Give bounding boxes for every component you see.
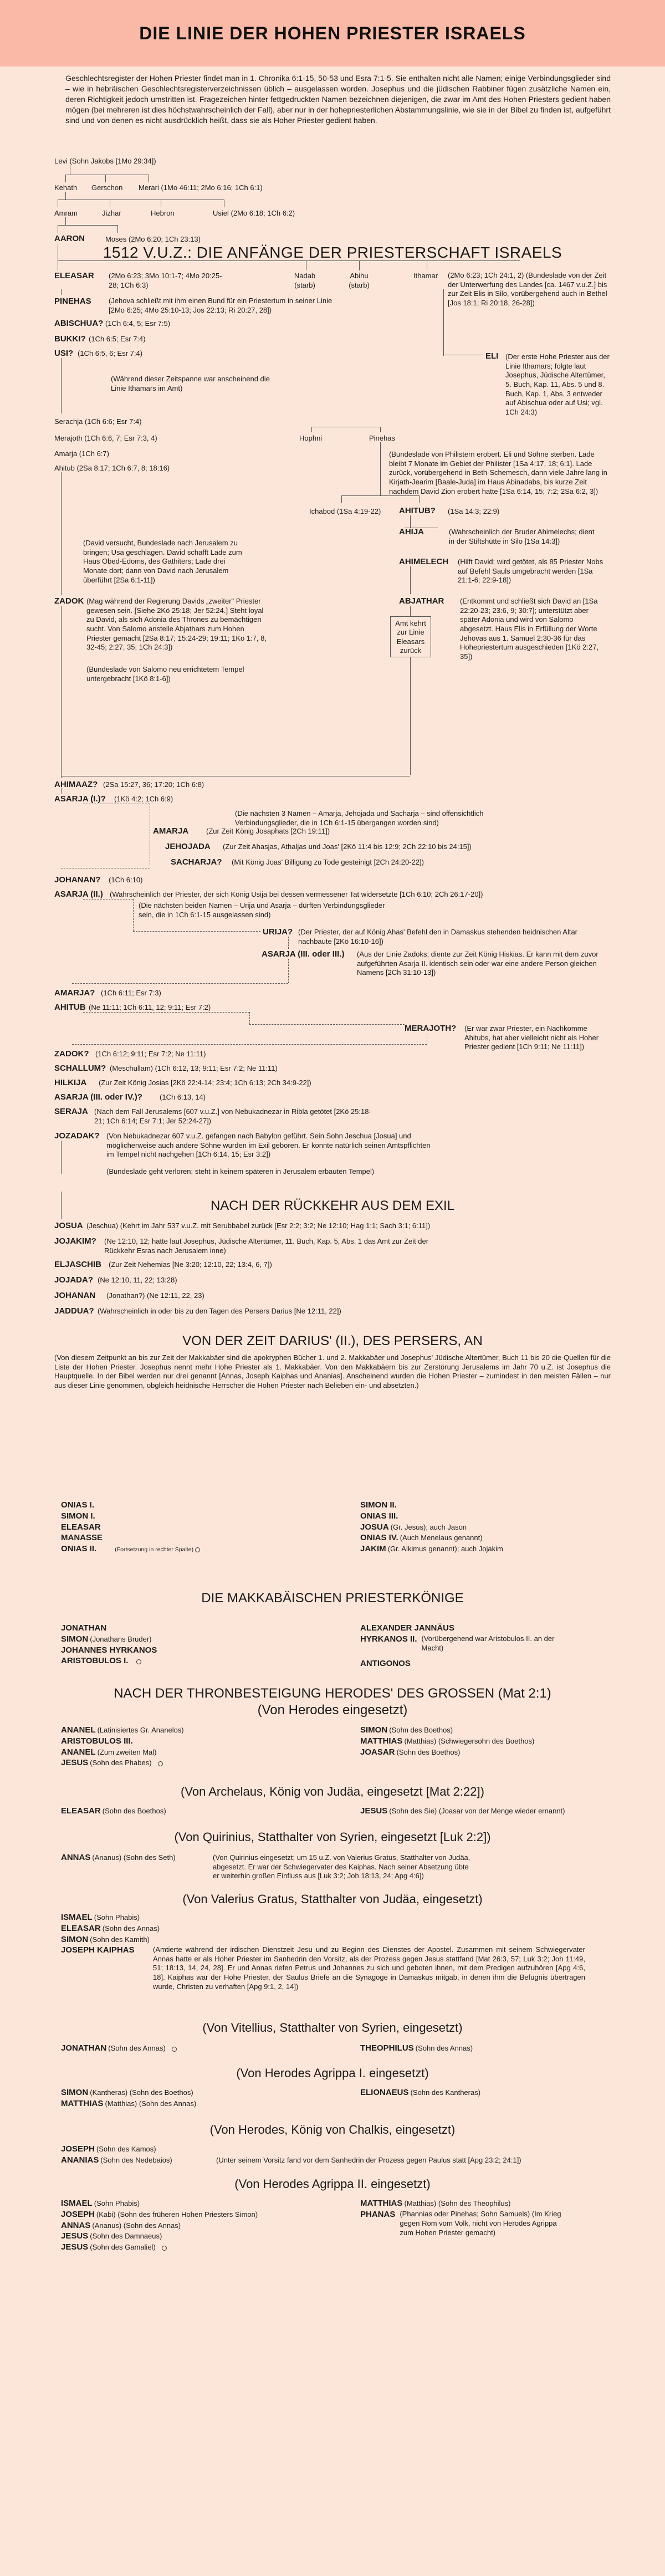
page-title: DIE LINIE DER HOHEN PRIESTER ISRAELS	[139, 23, 526, 43]
josua-ref: (Jeschua) (Kehrt im Jahr 537 v.u.Z. mit Serubbabel zurück [Esr 2:2; 3:2; Ne 12:10; Hag 1:1; Sach 3:1; 6:11])	[86, 1221, 431, 1230]
joasar-note: (Sohn des Boethos)	[396, 1747, 461, 1756]
asarja-2-ref: (Wahrscheinlich der Priester, der sich König Usija bei dessen vermessener Tat widersetzte [1Ch 6:10; 2Ch 26:17-20])	[110, 890, 483, 898]
amarja-3: AMARJA?	[54, 988, 95, 998]
simon-2: SIMON II.	[360, 1500, 397, 1510]
herodes-left	[61, 1725, 349, 1769]
ananias: ANANIAS	[61, 2155, 99, 2165]
simon-a: SIMON	[61, 2088, 89, 2097]
antigonos: ANTIGONOS	[360, 1659, 411, 1669]
serachja: Serachja (1Ch 6:6; Esr 7:4)	[54, 417, 142, 426]
matthias-b: MATTHIAS	[360, 2199, 403, 2208]
hyrkanos-2-note: (Vorübergehend war Aristobulos II. an der Macht)	[421, 1634, 555, 1652]
hebron: Hebron	[151, 209, 175, 217]
return-to-eleasar-box: Amt kehrt zur Linie Eleasars zurück	[390, 616, 431, 657]
asarja-4-ref: (1Ch 6:13, 14)	[160, 1093, 206, 1101]
jaddua-ref: (Wahrscheinlich in oder bis zu den Tagen des Persers Darius [Ne 12:11, 22])	[98, 1307, 341, 1315]
ahimaaz-ref: (2Sa 15:27, 36; 17:20; 1Ch 6:8)	[103, 780, 204, 789]
maccabees-left	[61, 1623, 349, 1667]
circle-marker-icon	[136, 1659, 141, 1664]
asarja-3: ASARJA (III. oder III.)	[262, 949, 345, 959]
asarja-1-ref: (1Kö 4:2; 1Ch 6:9)	[114, 795, 173, 803]
asarja-1: ASARJA (I.)?	[54, 794, 106, 804]
bukki-ref: (1Ch 6:5; Esr 7:4)	[89, 335, 146, 343]
eleasar-p: ELEASAR	[61, 1522, 101, 1532]
jakim-note: (Gr. Alkimus genannt); auch Jojakim	[387, 1545, 503, 1553]
johanan-1: JOHANAN?	[54, 875, 101, 885]
jehojada-ref: (Zur Zeit Ahasjas, Athaljas und Joas' [2Kö 11:4 bis 12:9; 2Ch 22:10 bis 24:15])	[223, 842, 472, 851]
asarja-2: ASARJA (II.)	[54, 890, 103, 899]
manasse: MANASSE	[61, 1533, 103, 1543]
ananias-text: (Unter seinem Vorsitz fand vor dem Sanhedrin der Prozess gegen Paulus statt [Apg 23:2; 24:1])	[216, 2156, 521, 2164]
temple-note: (Bundeslade von Salomo neu errichtetem Tempel untergebracht [1Kö 8:1-6])	[86, 665, 244, 683]
matthias-a-note: (Matthias) (Sohn des Annas)	[105, 2099, 197, 2108]
joasar: JOASAR	[360, 1747, 395, 1757]
ananel: ANANEL	[61, 1725, 96, 1735]
theophilus-row	[360, 2043, 473, 2054]
joseph-c-row	[61, 2144, 156, 2155]
abihu: Abihu (starb)	[349, 272, 370, 290]
pinehas-note: (Jehova schließt mit ihm einen Bund für ein Priestertum in seiner Linie [2Mo 6:25; 4Mo 25:10-13; Jos 22:13; Ri 20:27, 28])	[109, 297, 332, 314]
circle-marker-icon	[195, 1547, 200, 1552]
kehath: Kehath	[54, 183, 78, 192]
johannes-hyrkanos: JOHANNES HYRKANOS	[61, 1645, 157, 1655]
jesus-sie: JESUS	[360, 1806, 388, 1816]
quirinius-heading: (Von Quirinius, Statthalter von Syrien, eingesetzt [Luk 2:2])	[174, 1830, 491, 1844]
amram: Amram	[54, 209, 78, 217]
moses: Moses (2Mo 6:20; 1Ch 23:13)	[105, 235, 201, 243]
zadok-2-ref: (1Ch 6:12; 9:11; Esr 7:2; Ne 11:11)	[95, 1050, 206, 1058]
amarja-3-ref: (1Ch 6:11; Esr 7:3)	[101, 989, 161, 997]
section-1512-title: 1512 V.U.Z.: DIE ANFÄNGE DER PRIESTERSCHAFT ISRAELS	[103, 244, 562, 261]
matthias-h-note: (Matthias) (Schwiegersohn des Boethos)	[404, 1736, 535, 1745]
eleasar: ELEASAR	[54, 271, 94, 280]
abischua-ref: (1Ch 6:4, 5; Esr 7:5)	[105, 319, 171, 328]
johanan-2-ref: (Jonathan?) (Ne 12:11, 22, 23)	[106, 1291, 204, 1300]
nadab: Nadab (starb)	[294, 272, 316, 290]
lade-note: (Bundeslade von Philistern erobert. Eli und Söhne sterben. Lade bleibt 7 Monate im Gebiet der Philister [1Sa 4:17, 18; 6:1]. Lade zurück, vorübergehend in Beth-Schemesch, dann viele Jahre lang in Kirjath-Jearim [Baale-Juda] im Haus Abinadabs, bis kurze Zeit nachdem David Zion erobert hatte [1Sa 6:14, 15; 7:2; 2Sa 6:2, 3])	[389, 450, 607, 495]
darius-right-column	[360, 1500, 610, 1555]
chalkis-heading: (Von Herodes, König von Chalkis, eingesetzt)	[209, 2123, 456, 2137]
ahitub-3-ref: (Ne 11:11; 1Ch 6:11, 12; 9:11; Esr 7:2)	[89, 1003, 211, 1011]
hilkija-ref: (Zur Zeit König Josias [2Kö 22:4-14; 23:4; 1Ch 6:13; 2Ch 34:9-22])	[99, 1079, 311, 1087]
elionaeus-row	[360, 2087, 480, 2098]
vitellius-heading: (Von Vitellius, Statthalter von Syrien, eingesetzt)	[202, 2021, 463, 2035]
ichabod: Ichabod (1Sa 4:19-22)	[309, 507, 381, 515]
annas-a: ANNAS	[61, 2220, 91, 2230]
asarja-3-ref: (Aus der Linie Zadoks; diente zur Zeit König Hiskias. Er kann mit dem zuvor aufgeführten Asarja II. identisch sein oder war eine andere Person gleichen Namens [2Ch 31:10-13])	[357, 950, 598, 977]
ananel-2-note: (Zum zweiten Mal)	[97, 1747, 157, 1756]
section-darius-text: (Von diesem Zeitpunkt an bis zur Zeit der Makkabäer sind die apokryphen Bücher 1. und 2. Makkabäer und Josephus' Jüdische Altertümer, Buch 11 bis 20 die Quellen für die Liste der Hohen Priester. Josephus nennt mehr Hohe Priester als 1. Makkabäer. Von den Makkabäern bis zur Zerstörung Jerusalems im Jahr 70 u.Z. ist Josephus die Hauptquelle. In der Bibel werden nur drei genannt [Annas, Joseph Kaiphas und Ananias]. Anscheinend wurden die Hohen Priester – zumindest in den meisten Fällen – nur aus dieser Linie genommen, obgleich heidnische Herrscher die Hohen Priester nach Belieben ein- und absetzten.)	[54, 1353, 611, 1389]
ananias-note: (Sohn des Nedebaios)	[100, 2156, 172, 2164]
ahija-note: (Wahrscheinlich der Bruder Ahimelechs; dient in der Stiftshütte in Silo [1Sa 14:3])	[449, 528, 595, 545]
eleasar-h: ELEASAR	[61, 1806, 101, 1816]
simon-h-note: (Sohn des Boethos)	[389, 1726, 453, 1734]
simon-g-note: (Sohn des Kamith)	[90, 1935, 150, 1944]
johanan-2: JOHANAN	[54, 1291, 96, 1300]
ananel-2: ANANEL	[61, 1747, 96, 1757]
ahimelech-note: (Hilft David; wird getötet, als 85 Priester Nobs auf Befehl Sauls umgebracht werden [1Sa 21:1-6; 22:9-18])	[458, 558, 603, 585]
matthias-b-note: (Matthias) (Sohn des Theophilus)	[404, 2199, 511, 2207]
circle-marker-icon	[162, 2246, 167, 2251]
asarja-1-note: (Die nächsten 3 Namen – Amarja, Jehojada und Sacharja – sind offensichtlich Verbindungsglieder, die in 1Ch 6:1-15 übergangen worden sind)	[235, 809, 484, 827]
jonathan-v-note: (Sohn des Annas)	[108, 2044, 166, 2052]
ismael-g-note: (Sohn Phabis)	[94, 1913, 140, 1921]
section-maccabees-title: DIE MAKKABÄISCHEN PRIESTERKÖNIGE	[201, 1591, 464, 1606]
annas: ANNAS	[61, 1853, 91, 1862]
eleasar-g-note: (Sohn des Annas)	[102, 1924, 160, 1933]
jehojada: JEHOJADA	[165, 842, 211, 851]
maccabees-right	[360, 1623, 610, 1669]
kaiphas-text: (Amtierte während der irdischen Dienstzeit Jesu und zu Beginn des Dienstes der Apostel. Zusammen mit seinem Schwiegervater Annas hatte er als Hoher Priester im Sanhedrin den Vorsitz, als der Prozess gegen Jesus stattfand [Mat 26:3, 57; Luk 3:2; Joh 11:49, 51; 18:13, 14, 24, 28]. Er und Annas riefen Petrus und Johannes zu sich und geboten ihnen, mit dem Predigen aufzuhören [Apg 4:6, 18]. Kaiphas war der Hohe Priester, der Saulus Briefe an die Synagoge in Damaskus mitgab, in denen ihm die Befugnis übertragen wurde, Christen zu verhaften [Apg 9:1, 2, 14])	[153, 1945, 585, 1991]
jesus-sie-note: (Sohn des Sie) (Joasar von der Menge wieder ernannt)	[389, 1807, 565, 1815]
onias-2: ONIAS II.	[61, 1544, 97, 1554]
eli-note: (Der erste Hohe Priester aus der Linie Ithamars; folgte laut Josephus, Jüdische Altertümer, 5. Buch, Kap. 11, Abs. 5 und 8. Buch, Kap. 1, Abs. 3 entweder auf Abischua oder auf Usi; vgl. 1Ch 24:3)	[505, 352, 610, 416]
jojakim-ref: (Ne 12:10, 12; hatte laut Josephus, Jüdische Altertümer, 11. Buch, Kap. 5, Abs. 1 das Amt zur Zeit der Rückkehr Esras nach Jerusalem inne)	[104, 1237, 429, 1255]
simon-g: SIMON	[61, 1934, 89, 1944]
ahimaaz: AHIMAAZ?	[54, 780, 98, 789]
jesus-a-note: (Sohn des Damnaeus)	[90, 2232, 162, 2241]
theophilus: THEOPHILUS	[360, 2043, 414, 2053]
levi: Levi (Sohn Jakobs [1Mo 29:34])	[54, 157, 156, 165]
section-exile-title: NACH DER RÜCKKEHR AUS DEM EXIL	[210, 1198, 455, 1213]
jozadak-ref: (Von Nebukadnezar 607 v.u.Z. gefangen nach Babylon geführt. Sein Sohn Jeschua [Josua] und möglicherweise auch andere Söhne wurden im Exil geboren. Er konnte natürlich seinen Amtspflichten im Tempel nicht nachgehen [1Ch 6:14, 15; Esr 3:2])	[106, 1132, 431, 1159]
abjathar-note: (Entkommt und schließt sich David an [1Sa 22:20-23; 23:6, 9; 30:7]; unterstützt aber später Adonia und wird von Salomo abgesetzt. Haus Elis in Erfüllung der Worte Jehovas aus 1. Samuel 2:30-36 für das Hohepriestertum ausgeschieden [1Kö 2:27, 35])	[460, 597, 599, 661]
jesus-a: JESUS	[61, 2231, 89, 2241]
simon-m: SIMON	[61, 1634, 89, 1644]
amarja-2: AMARJA	[153, 826, 189, 836]
intro-paragraph: Geschlechtsregister der Hohen Priester findet man in 1. Chronika 6:1-15, 50-53 und Esra 7:1-5. Sie enthalten nicht alle Namen; einige Verbindungsglieder sind – wie in hebräischen Geschlechtsregisterverzeichnissen üblich – ausgelassen worden. Josephus und die jüdischen Rabbiner fügen zusätzliche Namen ein, deren Richtigkeit jedoch umstritten ist. Fragezeichen hinter fettgedruckten Namen bezeichnen diejenigen, die zwar im Amt des Hohen Priesters gedient haben mögen (bei mehreren ist dies höchstwahrscheinlich der Fall), aber nur in der hohepriesterlichen Abstammungslinie, wie sie in der Bibel zu finden ist, aufgeführt sind und von denen es nicht ausdrücklich heißt, dass sie als Hoher Priester gedient haben.	[65, 74, 611, 125]
jesus-phabes: JESUS	[61, 1758, 89, 1768]
joseph-a: JOSEPH	[61, 2209, 95, 2219]
continuation-note: (Fortsetzung in rechter Spalte)	[115, 1546, 194, 1553]
elionaeus-note: (Sohn des Kantheras)	[410, 2088, 481, 2097]
asarja-4: ASARJA (III. oder IV.)?	[54, 1092, 142, 1102]
section-herodes-title: NACH DER THRONBESTEIGUNG HERODES' DES GROSSEN (Mat 2:1)	[114, 1686, 551, 1701]
aristobulos-1: ARISTOBULOS I.	[61, 1656, 129, 1666]
agrippa1-left	[61, 2087, 338, 2109]
urija-ref: (Der Priester, der auf König Ahas' Befehl den in Damaskus stehenden heidnischen Altar nachbaute [2Kö 16:10-16])	[298, 928, 578, 945]
jonathan-m: JONATHAN	[61, 1623, 107, 1633]
eleasar-ref: (2Mo 6:23; 3Mo 10:1-7; 4Mo 20:25-28; 1Ch 6:3)	[109, 272, 222, 290]
usi-note: (Während dieser Zeitspanne war anscheinend die Linie Ithamars im Amt)	[111, 375, 270, 392]
amarja: Amarja (1Ch 6:7)	[54, 449, 109, 458]
joseph-a-note: (Kabi) (Sohn des früheren Hohen Priesters Simon)	[96, 2210, 258, 2219]
ahitub-2: AHITUB?	[399, 506, 436, 515]
zadok-note: (Mag während der Regierung Davids „zweiter" Priester gewesen sein. [Siehe 2Kö 25:18; Jer 52:24.] Steht loyal zu David, als sich Adonia des Thrones zu bemächtigen sucht. Von Salomo anstelle Abjathars zum Hohen Priester gemacht [2Sa 8:17; 15:24-29; 19:11; 1Kö 1:7, 8, 32-45; 2:27, 35; 1Ch 24:3])	[86, 597, 267, 652]
section-darius-title: VON DER ZEIT DARIUS' (II.), DES PERSERS, AN	[182, 1333, 483, 1348]
joseph-c-note: (Sohn des Kamos)	[96, 2145, 156, 2153]
lade-lost: (Bundeslade geht verloren; steht in keinem späteren in Jerusalem erbauten Tempel)	[106, 1167, 375, 1175]
pinehas: PINEHAS	[54, 297, 91, 306]
seraja: SERAJA	[54, 1107, 88, 1116]
annas-row	[61, 1852, 194, 1863]
abjathar: ABJATHAR	[399, 596, 444, 606]
johanan-1-ref: (1Ch 6:10)	[109, 876, 143, 884]
jesus-b-note: (Sohn des Gamaliel)	[90, 2243, 156, 2252]
agrippa2-left	[61, 2198, 349, 2253]
herodes-right	[360, 1725, 610, 1757]
usi-ref: (1Ch 6:5, 6; Esr 7:4)	[78, 349, 143, 357]
zadok: ZADOK	[54, 596, 84, 606]
matthias-h: MATTHIAS	[360, 1736, 403, 1746]
archelaus-heading: (Von Archelaus, König von Judäa, eingesetzt [Mat 2:22])	[181, 1785, 484, 1798]
jojada-ref: (Ne 12:10, 11, 22; 13:28)	[98, 1276, 177, 1284]
eli: ELI	[485, 351, 499, 361]
merajoth-2: MERAJOTH?	[405, 1024, 457, 1033]
jakim: JAKIM	[360, 1544, 386, 1554]
theophilus-note: (Sohn des Annas)	[415, 2044, 473, 2052]
josua-p: JOSUA	[360, 1522, 389, 1532]
aristobulos-3: ARISTOBULOS III.	[61, 1736, 133, 1746]
darius-left-column	[61, 1500, 349, 1555]
gratus-heading: (Von Valerius Gratus, Statthalter von Judäa, eingesetzt)	[182, 1892, 483, 1906]
schallum-ref: (Meschullam) (1Ch 6:12, 13; 9:11; Esr 7:2; Ne 11:11)	[110, 1064, 278, 1072]
abischua: ABISCHUA?	[54, 319, 104, 328]
hilkija: HILKIJA	[54, 1078, 87, 1087]
ithamar: Ithamar	[413, 272, 438, 280]
annas-a-note: (Ananus) (Sohn des Annas)	[92, 2221, 181, 2230]
sacharja-ref: (Mit König Joas' Billigung zu Tode gesteinigt [2Ch 24:20-22])	[232, 858, 424, 866]
phanas-note: (Phannias oder Pinehas; Sohn Samuels) (Im Krieg gegen Rom vom Volk, nicht von Herodes Agrippa zum Hohen Priester gemacht)	[400, 2209, 561, 2237]
sacharja: SACHARJA?	[171, 857, 222, 867]
ahija: AHIJA	[399, 527, 424, 536]
bukki: BUKKI?	[54, 334, 86, 344]
urija: URIJA?	[263, 927, 293, 937]
onias-4-note: (Auch Menelaus genannt)	[400, 1534, 483, 1542]
josua: JOSUA	[54, 1221, 83, 1230]
joseph-kaiphas: JOSEPH KAIPHAS	[61, 1945, 135, 1955]
agrippa1-heading: (Von Herodes Agrippa I. eingesetzt)	[236, 2066, 429, 2080]
pinehas-2: Pinehas	[369, 434, 395, 442]
ahitub-3: AHITUB	[54, 1003, 86, 1012]
eljaschib: ELJASCHIB	[54, 1260, 102, 1269]
ismael-a: ISMAEL	[61, 2199, 93, 2208]
jesus-b: JESUS	[61, 2242, 89, 2252]
alexander-jannaeus: ALEXANDER JANNÄUS	[360, 1623, 455, 1633]
jaddua: JADDUA?	[54, 1306, 94, 1316]
eleasar-h-note: (Sohn des Boethos)	[102, 1807, 166, 1815]
usi: USI?	[54, 349, 74, 358]
jojada: JOJADA?	[54, 1275, 94, 1285]
jesus-sie-row	[360, 1806, 565, 1817]
circle-marker-icon	[158, 1761, 163, 1766]
ahimelech: AHIMELECH	[399, 557, 449, 566]
eleasar-g: ELEASAR	[61, 1923, 101, 1933]
amarja-2-ref: (Zur Zeit König Josaphats [2Ch 19:11])	[206, 827, 330, 835]
phanas: PHANAS	[360, 2209, 396, 2219]
david-note: (David versucht, Bundeslade nach Jerusalem zu bringen; Usa geschlagen. David schafft Lade zum Haus Obed-Edoms, des Gathiters; Lade drei Monate dort; dann von David nach Jerusalem überführt [2Sa 6:1-11])	[83, 539, 242, 584]
annas-note: (Ananus) (Sohn des Seth)	[92, 1853, 176, 1862]
jojakim: JOJAKIM?	[54, 1236, 96, 1246]
simon-a-note: (Kantheras) (Sohn des Boethos)	[90, 2088, 193, 2097]
josua-p-note: (Gr. Jesus); auch Jason	[390, 1522, 467, 1531]
ithamar-note: (2Mo 6:23; 1Ch 24:1, 2) (Bundeslade von der Zeit der Unterwerfung des Landes [ca. 1467 v.u.Z.] bis zur Zeit Elis in Silo, vorübergehend auch in Bethel [Jos 18:1; Ri 20:18, 26-28])	[448, 271, 607, 307]
asarja-2-note: (Die nächsten beiden Namen – Urija und Asarja – dürften Verbindungsglieder sein, die in 1Ch 6:1-15 ausgelassen sind)	[139, 901, 385, 919]
eleasar-h-row	[61, 1806, 166, 1817]
jozadak: JOZADAK?	[54, 1131, 100, 1141]
hyrkanos-2: HYRKANOS II.	[360, 1634, 417, 1644]
merajoth-2-ref: (Er war zwar Priester, ein Nachkomme Ahitubs, hat aber vielleicht nicht als Hoher Priester gedient [1Ch 9:11; Ne 11:11])	[464, 1024, 599, 1051]
jizhar: Jizhar	[102, 209, 121, 217]
zadok-2: ZADOK?	[54, 1049, 89, 1059]
annas-text: (Von Quirinius eingesetzt; um 15 u.Z. von Valerius Gratus, Statthalter von Judäa, abgesetzt. Er war der Schwiegervater des Kaiphas. Nach seiner Absetzung übte er weiterhin großen Einfluss aus [Luk 3:2; Joh 18:13, 24; Apg 4:6])	[213, 1853, 470, 1880]
ahitub-2-ref: (1Sa 14:3; 22:9)	[448, 507, 500, 515]
header-banner	[0, 0, 665, 67]
hophni: Hophni	[299, 434, 323, 442]
circle-marker-icon	[172, 2047, 177, 2052]
agrippa2-right	[360, 2198, 610, 2237]
ananel-note: (Latinisiertes Gr. Ananelos)	[97, 1726, 184, 1734]
onias-1: ONIAS I.	[61, 1500, 95, 1510]
ismael-g: ISMAEL	[61, 1913, 93, 1922]
section-herodes-subtitle: (Von Herodes eingesetzt)	[257, 1703, 408, 1718]
jesus-phabes-note: (Sohn des Phabes)	[90, 1759, 152, 1767]
onias-3: ONIAS III.	[360, 1511, 398, 1521]
aaron: AARON	[54, 234, 85, 243]
merajoth: Merajoth (1Ch 6:6, 7; Esr 7:3, 4)	[54, 434, 157, 442]
schallum: SCHALLUM?	[54, 1064, 106, 1073]
joseph-c: JOSEPH	[61, 2144, 95, 2154]
ananias-row	[61, 2155, 172, 2166]
eljaschib-ref: (Zur Zeit Nehemias [Ne 3:20; 12:10, 22; 13:4, 6, 7])	[109, 1260, 272, 1269]
jonathan-v: JONATHAN	[61, 2043, 107, 2053]
elionaeus: ELIONAEUS	[360, 2088, 409, 2097]
gerschon: Gerschon	[91, 183, 123, 192]
seraja-ref: (Nach dem Fall Jerusalems [607 v.u.Z.] von Nebukadnezar in Ribla getötet [2Kö 25:18-21; 1Ch 6:14; Esr 7:1; Jer 52:24-27])	[94, 1107, 371, 1125]
simon-1: SIMON I.	[61, 1511, 95, 1521]
ahitub-1: Ahitub (2Sa 8:17; 1Ch 6:7, 8; 18:16)	[54, 464, 170, 472]
simon-h: SIMON	[360, 1725, 388, 1735]
matthias-a: MATTHIAS	[61, 2098, 104, 2108]
onias-4: ONIAS IV.	[360, 1533, 398, 1543]
ismael-a-note: (Sohn Phabis)	[94, 2199, 140, 2207]
simon-m-note: (Jonathans Bruder)	[90, 1634, 152, 1643]
jonathan-v-row	[61, 2043, 177, 2054]
merari: Merari (1Mo 46:11; 2Mo 6:16; 1Ch 6:1)	[139, 183, 263, 192]
agrippa2-heading: (Von Herodes Agrippa II. eingesetzt)	[234, 2177, 431, 2191]
usiel: Usiel (2Mo 6:18; 1Ch 6:2)	[213, 209, 295, 217]
